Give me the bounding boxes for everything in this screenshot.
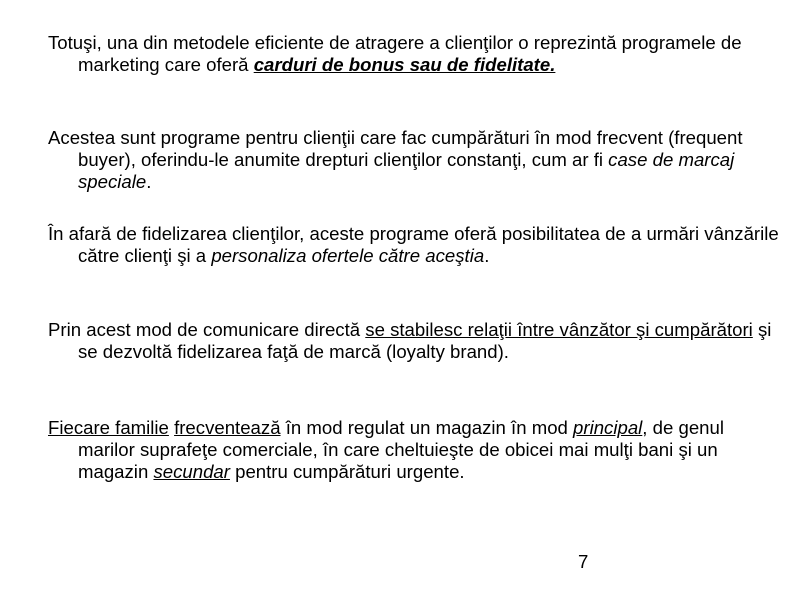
paragraph-text: , de genul marilor suprafeţe comerciale, în care cheltuieşte de obicei mai mulţi bani şi un magazin [78,417,724,482]
paragraph-text: Totuşi, una din metodele eficiente de atragere a clienţilor o reprezintă programele de marketing care oferă [48,32,742,75]
paragraph-family-shopping [48,417,783,483]
emphasis-personalize-offers: personaliza ofertele către aceştia [211,245,485,266]
paragraph-loyalty-programs [48,32,783,76]
paragraph-text: şi se dezvoltă fidelizarea faţă de marcă (loyalty brand). [78,319,772,362]
paragraph-frequent-buyer [48,127,783,193]
emphasis-special-checkouts: case de marcaj speciale [78,149,735,192]
emphasis-each-family: Fiecare familie [48,417,169,438]
emphasis-seller-buyer-relations: se stabilesc relaţii între vânzător şi cumpărători [365,319,753,340]
paragraph-direct-communication [48,319,783,363]
emphasis-frequents: frecventează [174,417,281,438]
paragraph-text: . [146,171,152,192]
paragraph-personalized-offers [48,223,783,267]
emphasis-bonus-cards: carduri de bonus sau de fidelitate. [253,54,556,75]
paragraph-text: în mod regulat un magazin în mod [280,417,574,438]
paragraph-text: În afară de fidelizarea clienţilor, aceste programe oferă posibilitatea de a urmări vânzările către clienţi şi a [48,223,779,266]
paragraph-text: Acestea sunt programe pentru clienţii care fac cumpărături în mod frecvent (frequent buyer), oferindu-le anumite drepturi clienţilor constanţi, cum ar fi [48,127,743,170]
page-number: 7 [578,551,589,572]
paragraph-text: . [484,245,490,266]
paragraph-text: pentru cumpărături urgente. [229,461,465,482]
emphasis-secondary: secundar [153,461,230,482]
paragraph-text: Prin acest mod de comunicare directă [48,319,366,340]
emphasis-principal: principal [573,417,643,438]
